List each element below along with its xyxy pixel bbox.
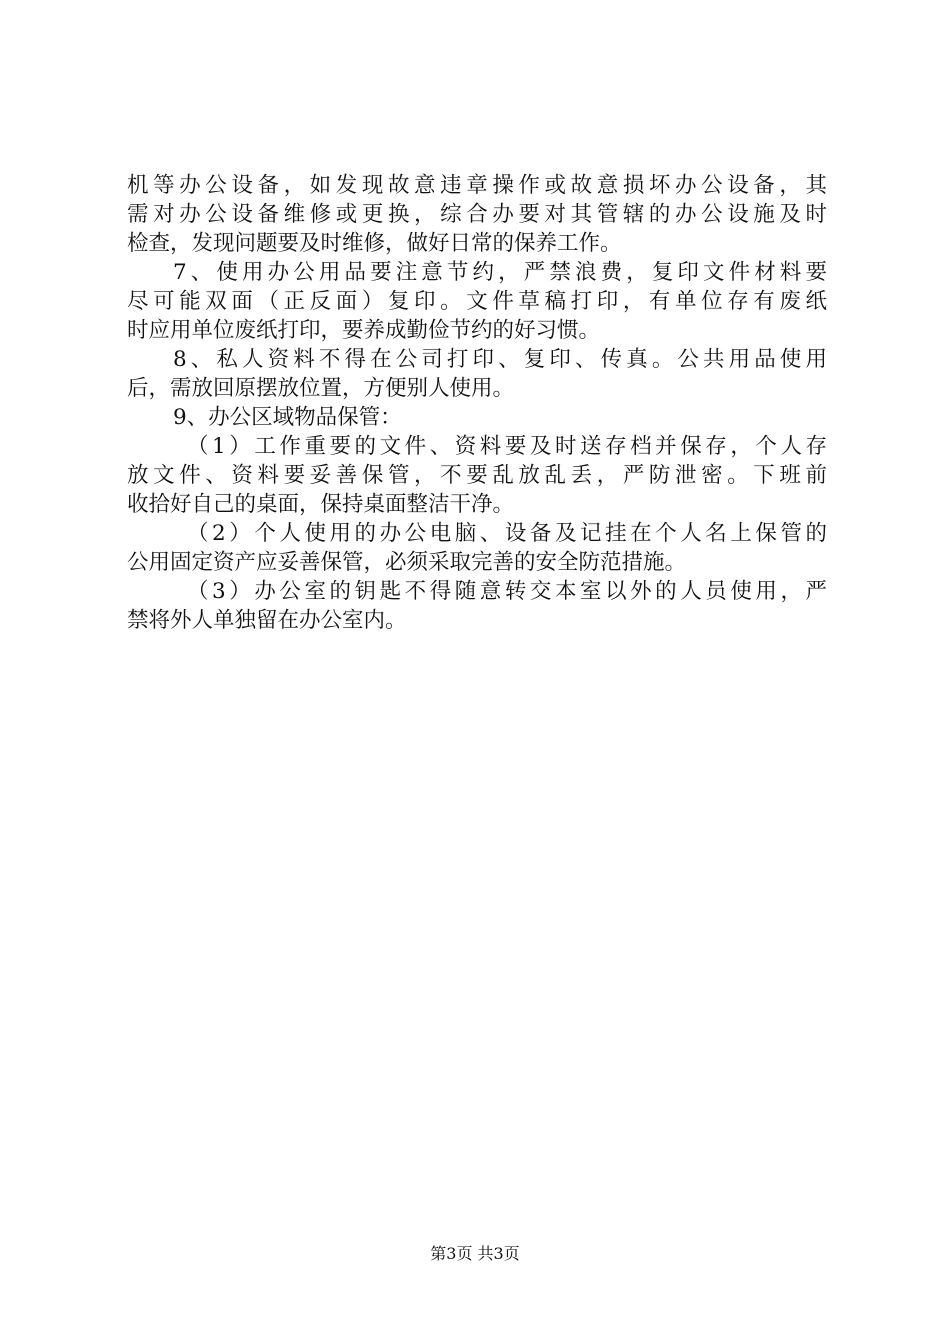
text-line: 禁将外人单独留在办公室内。 — [127, 608, 407, 633]
text-line: 后，需放回原摆放位置，方便别人使用。 — [127, 376, 515, 401]
document-body — [127, 171, 827, 635]
text-line: 机等办公设备，如发现故意违章操作或故意损坏办公设备，其 — [127, 173, 827, 198]
page-number-footer: 第3页 共3页 — [430, 1244, 520, 1263]
subitem-3-line: （3）办公室的钥匙不得随意转交本室以外的人员使用，严 — [187, 579, 827, 604]
text-line: 放文件、资料要妥善保管，不要乱放乱丢，严防泄密。下班前 — [127, 463, 827, 488]
text-line: 时应用单位废纸打印，要养成勤俭节约的好习惯。 — [127, 318, 601, 343]
text-line: 需对办公设备维修或更换，综合办要对其管辖的办公设施及时 — [127, 202, 827, 227]
subitem-1-line: （1）工作重要的文件、资料要及时送存档并保存，个人存 — [187, 434, 827, 459]
text-line: 检查，发现问题要及时维修，做好日常的保养工作。 — [127, 231, 622, 256]
text-line: 尽可能双面（正反面）复印。文件草稿打印，有单位存有废纸 — [127, 289, 827, 314]
item-7-heading-line: 7、使用办公用品要注意节约，严禁浪费，复印文件材料要 — [173, 260, 827, 285]
item-9-heading-line: 9、办公区域物品保管： — [173, 405, 402, 430]
text-line: 收拾好自己的桌面，保持桌面整洁干净。 — [127, 492, 515, 517]
item-8-heading-line: 8、私人资料不得在公司打印、复印、传真。公共用品使用 — [173, 347, 827, 372]
text-line: 公用固定资产应妥善保管，必须采取完善的安全防范措施。 — [127, 550, 687, 575]
subitem-2-line: （2）个人使用的办公电脑、设备及记挂在个人名上保管的 — [187, 521, 827, 546]
